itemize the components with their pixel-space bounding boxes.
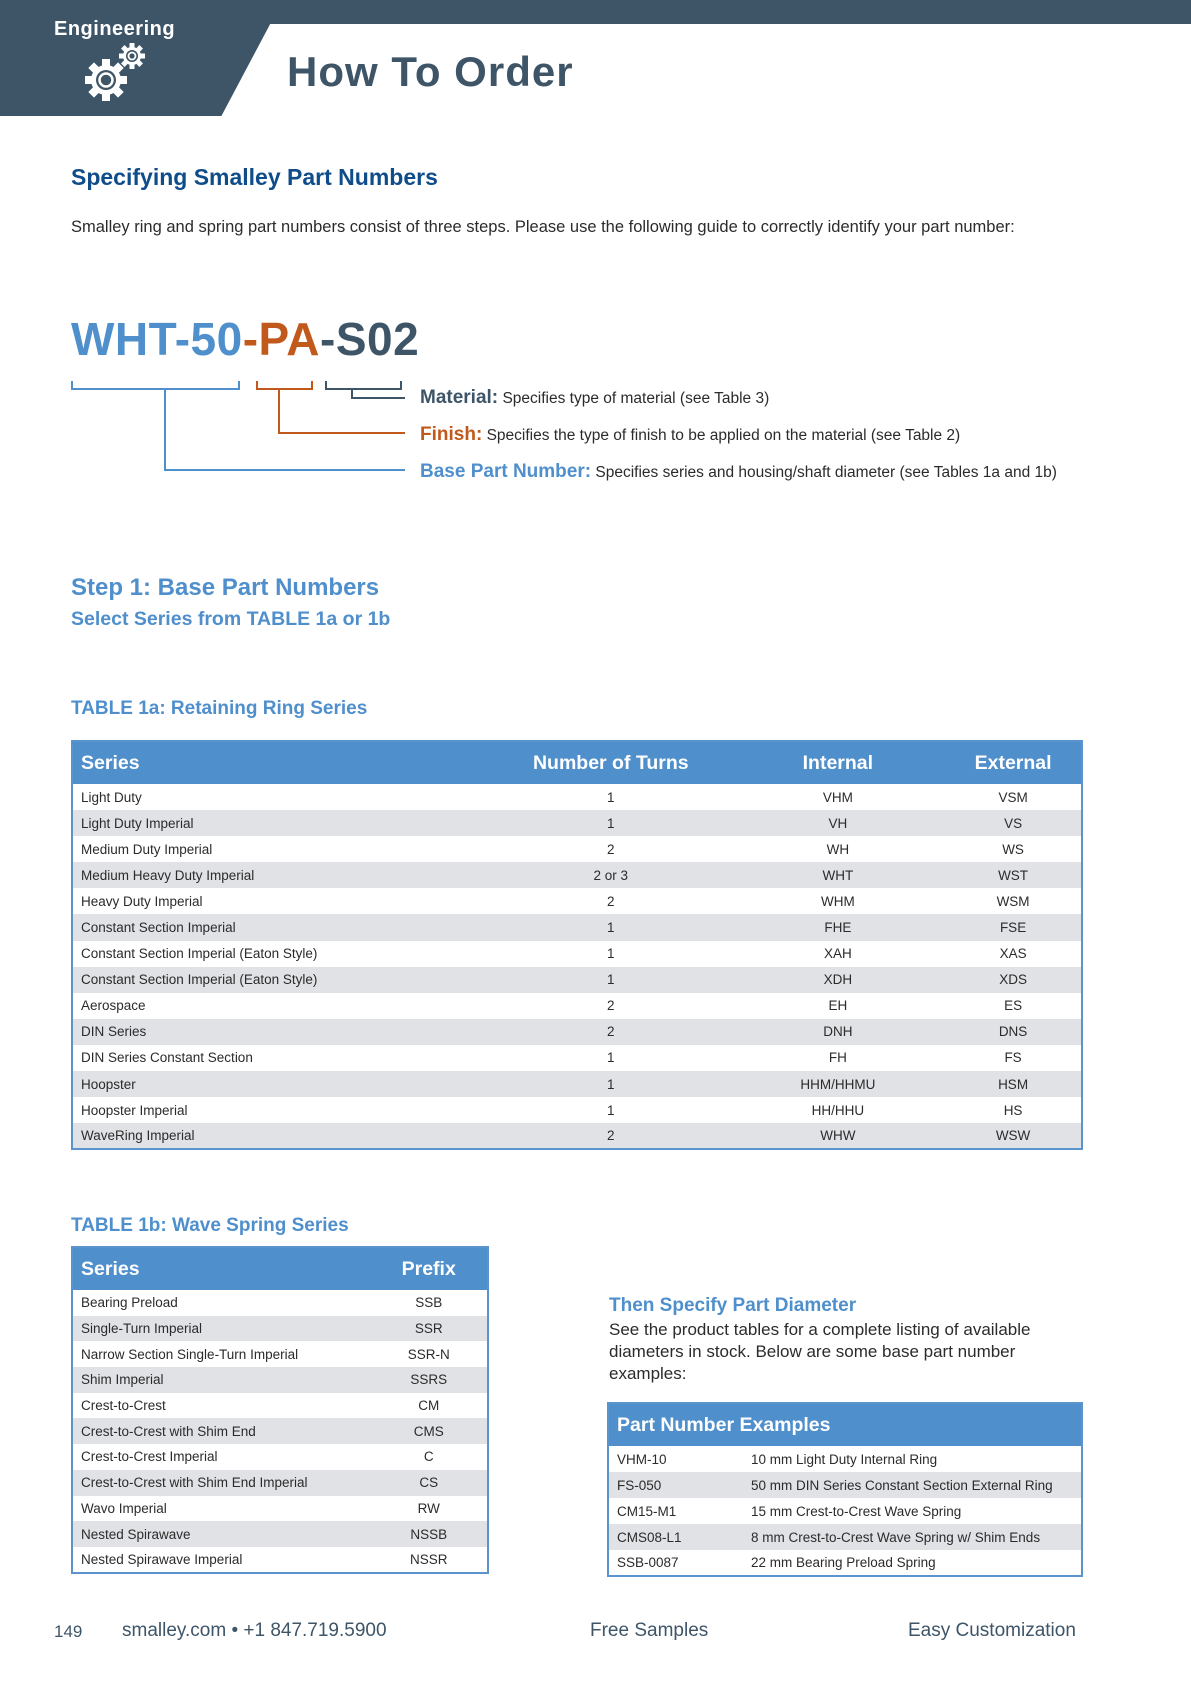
part-number-separator: - [320, 313, 336, 365]
cell-prefix: SSR [370, 1316, 488, 1342]
cell-internal: VH [731, 810, 946, 836]
cell-series: Constant Section Imperial [72, 914, 491, 940]
cell-internal: XAH [731, 941, 946, 967]
cell-series: Constant Section Imperial (Eaton Style) [72, 967, 491, 993]
table-row [72, 888, 1082, 914]
cell-series: Aerospace [72, 993, 491, 1019]
part-number-example [71, 312, 419, 366]
cell-series: Heavy Duty Imperial [72, 888, 491, 914]
cell-external: VSM [945, 784, 1082, 810]
cell-external: WS [945, 836, 1082, 862]
cell-turns: 2 [491, 836, 731, 862]
cell-description: 8 mm Crest-to-Crest Wave Spring w/ Shim Ends [743, 1524, 1082, 1550]
diameter-text: See the product tables for a complete listing of available diameters in stock. Below are some base part number examples: [609, 1320, 1031, 1383]
cell-turns: 2 [491, 888, 731, 914]
cell-series: Shim Imperial [72, 1367, 370, 1393]
cell-series: DIN Series [72, 1019, 491, 1045]
cell-turns: 1 [491, 967, 731, 993]
step-subtitle: Select Series from TABLE 1a or 1b [71, 608, 391, 630]
column-header: External [945, 741, 1082, 784]
cell-external: DNS [945, 1019, 1082, 1045]
cell-series: Light Duty Imperial [72, 810, 491, 836]
cell-external: WSW [945, 1123, 1082, 1149]
cell-internal: FHE [731, 914, 946, 940]
cell-turns: 1 [491, 1071, 731, 1097]
table-row [72, 784, 1082, 810]
table-row [72, 1470, 488, 1496]
table-row [72, 836, 1082, 862]
table-row [72, 1444, 488, 1470]
cell-prefix: SSRS [370, 1367, 488, 1393]
cell-turns: 2 [491, 1019, 731, 1045]
cell-series: Light Duty [72, 784, 491, 810]
cell-turns: 1 [491, 1045, 731, 1071]
footer-tagline-easy-customization: Easy Customization [908, 1620, 1076, 1641]
cell-series: Single-Turn Imperial [72, 1316, 370, 1342]
column-header: Series [72, 1247, 370, 1290]
cell-internal: WHT [731, 862, 946, 888]
table-row [72, 1123, 1082, 1149]
cell-part-number: CMS08-L1 [608, 1524, 743, 1550]
cell-series: Medium Heavy Duty Imperial [72, 862, 491, 888]
footer-contact: smalley.com • +1 847.719.5900 [122, 1620, 387, 1641]
cell-part-number: SSB-0087 [608, 1550, 743, 1576]
step-title: Step 1: Base Part Numbers [71, 574, 380, 601]
table-row [608, 1446, 1082, 1472]
cell-prefix: NSSB [370, 1521, 488, 1547]
cell-prefix: RW [370, 1496, 488, 1522]
footer-tagline-free-samples: Free Samples [590, 1620, 709, 1641]
cell-series: Bearing Preload [72, 1290, 370, 1316]
legend-text: Specifies type of material (see Table 3) [502, 390, 770, 407]
legend-label: Material: [420, 387, 499, 408]
table-row [608, 1498, 1082, 1524]
cell-series: Medium Duty Imperial [72, 836, 491, 862]
cell-series: Hoopster Imperial [72, 1097, 491, 1123]
table-header-row [608, 1403, 1082, 1446]
part-number-material: S02 [335, 313, 420, 365]
cell-description: 22 mm Bearing Preload Spring [743, 1550, 1082, 1576]
table-1b-title: TABLE 1b: Wave Spring Series [71, 1215, 349, 1236]
cell-external: FSE [945, 914, 1082, 940]
table-row [608, 1524, 1082, 1550]
cell-external: FS [945, 1045, 1082, 1071]
table-row [72, 1547, 488, 1573]
cell-internal: HH/HHU [731, 1097, 946, 1123]
column-header: Number of Turns [491, 741, 731, 784]
cell-part-number: CM15-M1 [608, 1498, 743, 1524]
table-row [72, 1019, 1082, 1045]
legend-finish [420, 424, 960, 446]
legend-base-part-number [420, 461, 1057, 483]
column-header: Internal [731, 741, 946, 784]
part-number-base: WHT-50 [71, 313, 243, 365]
table-row [72, 941, 1082, 967]
table-row [72, 1393, 488, 1419]
table-row [72, 1496, 488, 1522]
table-header-row [72, 1247, 488, 1290]
column-header: Prefix [370, 1247, 488, 1290]
table-row [72, 1521, 488, 1547]
cell-turns: 1 [491, 941, 731, 967]
part-number-finish: PA [258, 313, 321, 365]
table-row [72, 967, 1082, 993]
cell-turns: 2 or 3 [491, 862, 731, 888]
wave-spring-series-table [71, 1246, 489, 1574]
cell-internal: WHM [731, 888, 946, 914]
cell-prefix: C [370, 1444, 488, 1470]
cell-prefix: CM [370, 1393, 488, 1419]
table-row [72, 993, 1082, 1019]
table-row [608, 1550, 1082, 1576]
cell-internal: WHW [731, 1123, 946, 1149]
cell-internal: WH [731, 836, 946, 862]
cell-prefix: NSSR [370, 1547, 488, 1573]
legend-label: Finish: [420, 424, 483, 445]
cell-part-number: FS-050 [608, 1472, 743, 1498]
cell-external: XDS [945, 967, 1082, 993]
cell-internal: DNH [731, 1019, 946, 1045]
retaining-ring-series-table [71, 740, 1083, 1150]
table-header: Part Number Examples [608, 1403, 1082, 1446]
cell-series: Crest-to-Crest with Shim End [72, 1418, 370, 1444]
page-title: How To Order [287, 48, 574, 95]
cell-series: WaveRing Imperial [72, 1123, 491, 1149]
cell-external: HS [945, 1097, 1082, 1123]
cell-turns: 1 [491, 914, 731, 940]
intro-text: Smalley ring and spring part numbers consist of three steps. Please use the following guide to correctly identify your part number: [71, 218, 1015, 236]
column-header: Series [72, 741, 491, 784]
cell-turns: 1 [491, 784, 731, 810]
cell-internal: VHM [731, 784, 946, 810]
cell-series: Crest-to-Crest Imperial [72, 1444, 370, 1470]
table-row [72, 862, 1082, 888]
cell-description: 10 mm Light Duty Internal Ring [743, 1446, 1082, 1472]
cell-description: 15 mm Crest-to-Crest Wave Spring [743, 1498, 1082, 1524]
cell-series: Nested Spirawave [72, 1521, 370, 1547]
table-row [72, 1045, 1082, 1071]
table-row [72, 914, 1082, 940]
cell-prefix: SSB [370, 1290, 488, 1316]
cell-prefix: CS [370, 1470, 488, 1496]
cell-series: Crest-to-Crest [72, 1393, 370, 1419]
legend-text: Specifies the type of finish to be applied on the material (see Table 2) [486, 427, 961, 444]
cell-series: DIN Series Constant Section [72, 1045, 491, 1071]
cell-external: HSM [945, 1071, 1082, 1097]
table-row [72, 1367, 488, 1393]
cell-external: XAS [945, 941, 1082, 967]
cell-internal: XDH [731, 967, 946, 993]
legend-label: Base Part Number: [420, 461, 592, 482]
cell-part-number: VHM-10 [608, 1446, 743, 1472]
cell-series: Crest-to-Crest with Shim End Imperial [72, 1470, 370, 1496]
section-label: Engineering [54, 18, 176, 40]
cell-description: 50 mm DIN Series Constant Section External Ring [743, 1472, 1082, 1498]
table-row [72, 1097, 1082, 1123]
section-heading: Specifying Smalley Part Numbers [71, 164, 438, 190]
cell-internal: FH [731, 1045, 946, 1071]
table-row [72, 1071, 1082, 1097]
cell-turns: 2 [491, 993, 731, 1019]
gears-icon [82, 42, 148, 102]
cell-internal: HHM/HHMU [731, 1071, 946, 1097]
cell-prefix: SSR-N [370, 1341, 488, 1367]
table-row [608, 1472, 1082, 1498]
cell-internal: EH [731, 993, 946, 1019]
table-header-row [72, 741, 1082, 784]
cell-series: Wavo Imperial [72, 1496, 370, 1522]
cell-prefix: CMS [370, 1418, 488, 1444]
table-1a-title: TABLE 1a: Retaining Ring Series [71, 698, 368, 719]
table-row [72, 1418, 488, 1444]
cell-series: Narrow Section Single-Turn Imperial [72, 1341, 370, 1367]
cell-series: Nested Spirawave Imperial [72, 1547, 370, 1573]
legend-text: Specifies series and housing/shaft diameter (see Tables 1a and 1b) [595, 464, 1057, 481]
table-row [72, 810, 1082, 836]
legend-material [420, 387, 769, 409]
cell-external: VS [945, 810, 1082, 836]
part-number-separator: - [242, 313, 259, 365]
table-row [72, 1341, 488, 1367]
cell-series: Hoopster [72, 1071, 491, 1097]
cell-external: ES [945, 993, 1082, 1019]
cell-external: WST [945, 862, 1082, 888]
cell-turns: 1 [491, 1097, 731, 1123]
diameter-heading: Then Specify Part Diameter [609, 1295, 857, 1316]
cell-series: Constant Section Imperial (Eaton Style) [72, 941, 491, 967]
cell-turns: 2 [491, 1123, 731, 1149]
cell-turns: 1 [491, 810, 731, 836]
table-row [72, 1290, 488, 1316]
table-row [72, 1316, 488, 1342]
cell-external: WSM [945, 888, 1082, 914]
part-number-examples-table [607, 1402, 1083, 1577]
page-number: 149 [54, 1622, 83, 1641]
